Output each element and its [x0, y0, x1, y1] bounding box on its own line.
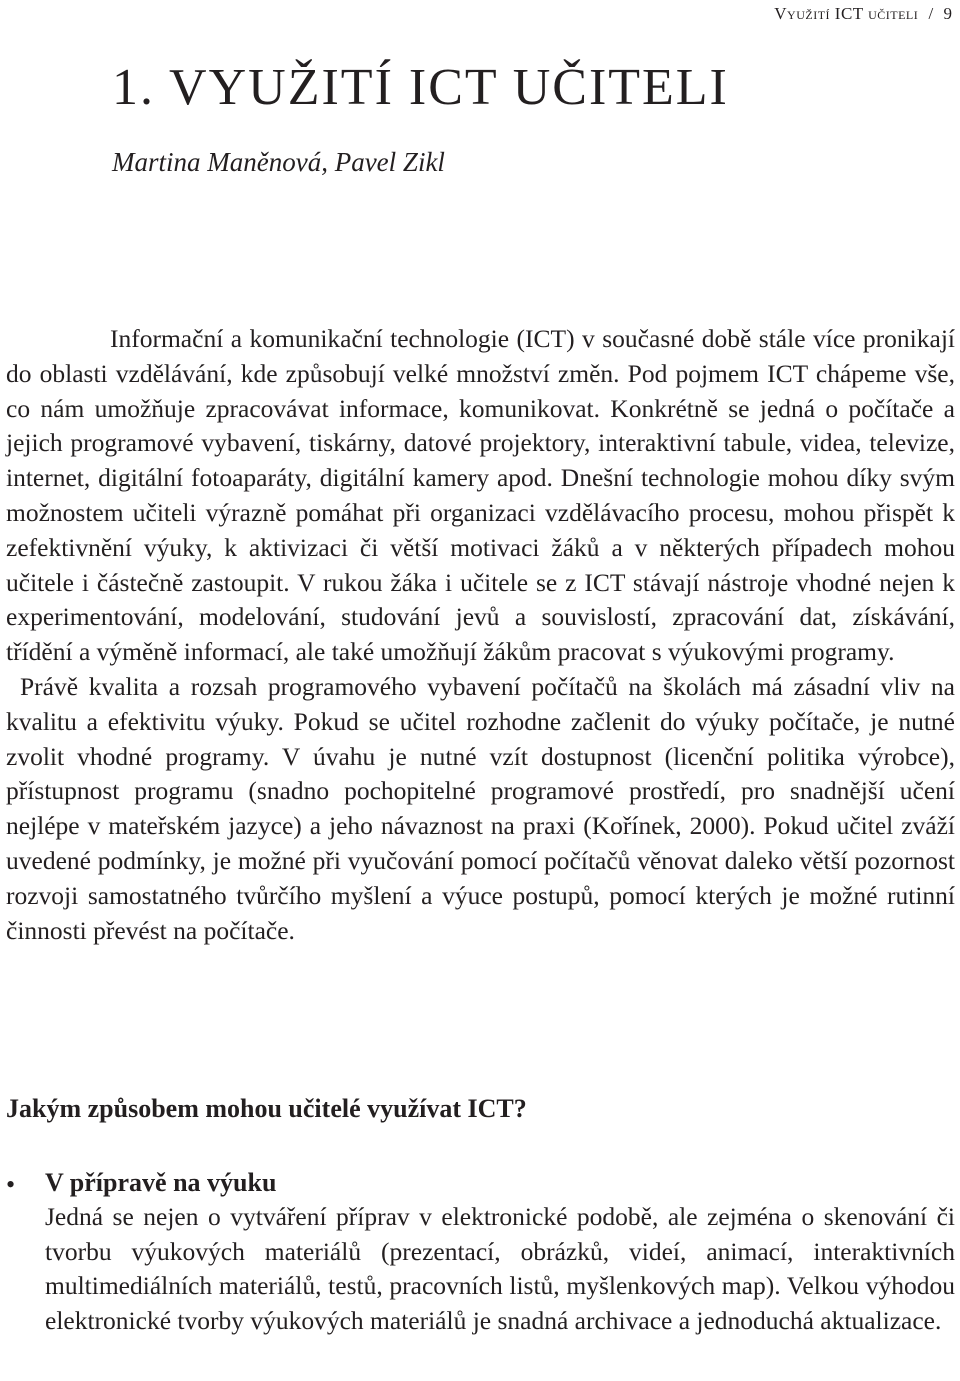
- running-separator: /: [928, 4, 934, 23]
- list-item-text: Jedná se nejen o vytváření příprav v elektronické podobě, ale zejména o skenování či tvorbu výukových materiálů (prezentací, obrázků, videí, animací, interaktivních multimediálních materiálů, testů, pracovních listů, myšlenkových map). Velkou výhodou elektronické tvorby výukových materiálů je snadná archivace a jednoduchá aktualizace.: [45, 1202, 955, 1335]
- bullet-list: [6, 1166, 955, 1338]
- page-number: 9: [943, 4, 952, 23]
- paragraph-1: Informační a komunikační technologie (ICT) v současné době stále více pronikají do oblasti vzdělávání, kde způsobují velké množství změn. Pod pojmem ICT chápeme vše, co nám umožňuje zpracovávat informace, komunikovat. Konkrétně se jedná o počítače a jejich programové vybavení, tiskárny, datové projektory, interaktivní tabule, videa, televize, internet, digitální fotoaparáty, digitální kamery apod. Dnešní technologie mohou díky svým možnostem učiteli výrazně pomáhat při organizaci vzdělávacího procesu, mohou přispět k zefektivnění výuky, k aktivizaci či větší motivaci žáků a v některých případech mohou učitele i částečně zastoupit. V rukou žáka i učitele se z ICT stávají nástroje vhodné nejen k experimentování, modelování, studování jevů a souvislostí, zpracování dat, získávání, třídění a výměně informací, ale také umožňují žákům pracovat s výukovými programy.: [6, 324, 955, 667]
- body-text: [6, 322, 955, 948]
- paragraph-2: Právě kvalita a rozsah programového vybavení počítačů na školách má zásadní vliv na kvalitu a efektivitu výuky. Pokud se učitel rozhodne začlenit do výuky počítače, je nutné zvolit vhodné programy. V úvahu je nutné vzít dostupnost (licenční politika výrobce), přístupnost programu (snadno pochopitelné programové prostředí, pro snadnější učení nejlépe v mateřském jazyce) a jeho návaznost na praxi (Kořínek, 2000). Pokud učitel zváží uvedené podmínky, je možné při vyučování pomocí počítačů věnovat daleko větší pozornost rozvoji samostatného tvůrčího myšlení a výuce postupů, pomocí kterých je možné rutinní činnosti převést na počítače.: [6, 671, 955, 945]
- list-item: [6, 1166, 955, 1338]
- chapter-authors: Martina Maněnová, Pavel Zikl: [112, 147, 445, 177]
- section-heading: Jakým způsobem mohou učitelé využívat ICT?: [6, 1094, 527, 1123]
- running-title: Využití ICT učiteli: [774, 4, 919, 23]
- list-item-title: V přípravě na výuku: [45, 1168, 277, 1197]
- chapter-title: 1. VYUŽITÍ ICT UČITELI: [112, 59, 729, 116]
- running-header: [774, 4, 952, 24]
- bullet-icon: •: [6, 1170, 16, 1199]
